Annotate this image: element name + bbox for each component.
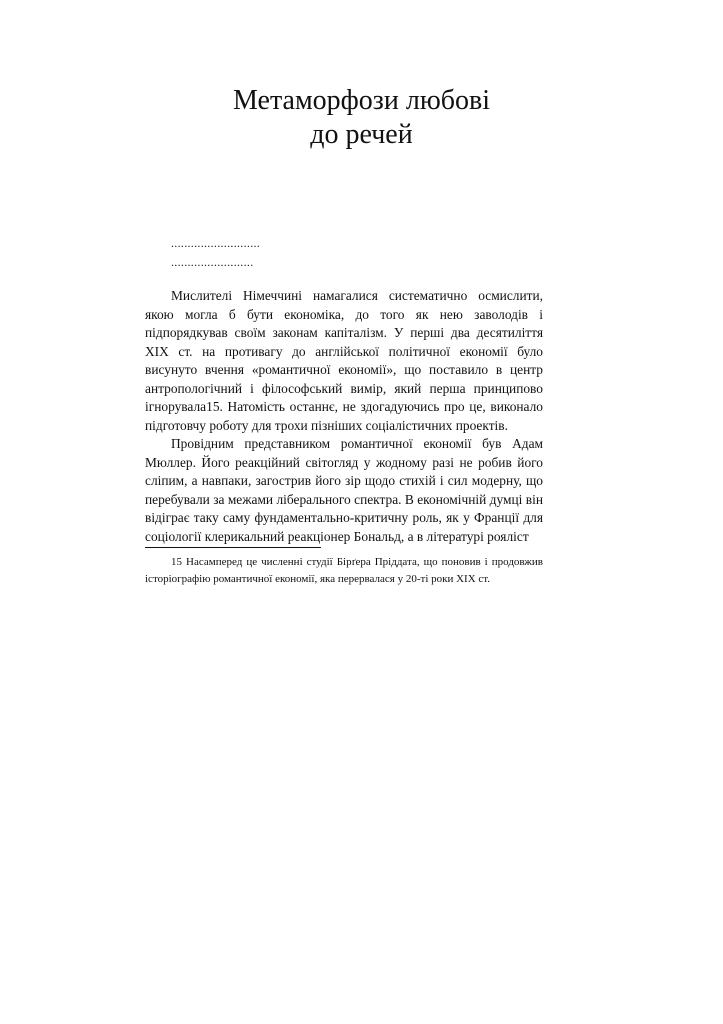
- placeholder-dots-1: ...........................: [171, 236, 261, 250]
- chapter-title-line-1: Метаморфози любові: [232, 85, 490, 116]
- chapter-title-line-2: до речей: [310, 119, 413, 150]
- placeholder-dots-2: .........................: [171, 255, 254, 269]
- paragraph-1: Мислителі Німеччині намагалися систематично осмислити, якою могла б бути економіка, до того як нею заволодів і підпорядкував своїм законам капіталізм. У перші два десятиліття XIX ст. на противагу до англійської політичної економії було висунуто вчення «романтичної економії», що поставило в центр антропологічний і філософський вимір, який перша принципово ігнорувала15. Натомість останнє, не здогадуючись про це, виконало підготовчу роботу для трохи пізніших соціалістичних проектів.: [145, 288, 543, 433]
- paragraph-2: Провідним представником романтичної економії був Адам Мюллер. Його реакційний світогляд у жодному разі не робив його сліпим, а навпаки, загострив його зір щодо стихій і сил модерну, що перебували за межами ліберального спектра. В економічній думці він відіграє таку саму фундаментально-критичну роль, як у Франції для соціології клерикальний реакціонер Бональд, а в літературі рояліст: [145, 436, 543, 544]
- main-text: [145, 287, 543, 546]
- footnote-15: 15 Насамперед це численні студії Бірґера Пріддата, що поновив і продовжив історіографію романтичної економії, яка перервалася у 20-ті роки XIX ст.: [145, 556, 543, 585]
- chapter-title: [0, 84, 723, 152]
- footnote-divider: [145, 547, 321, 548]
